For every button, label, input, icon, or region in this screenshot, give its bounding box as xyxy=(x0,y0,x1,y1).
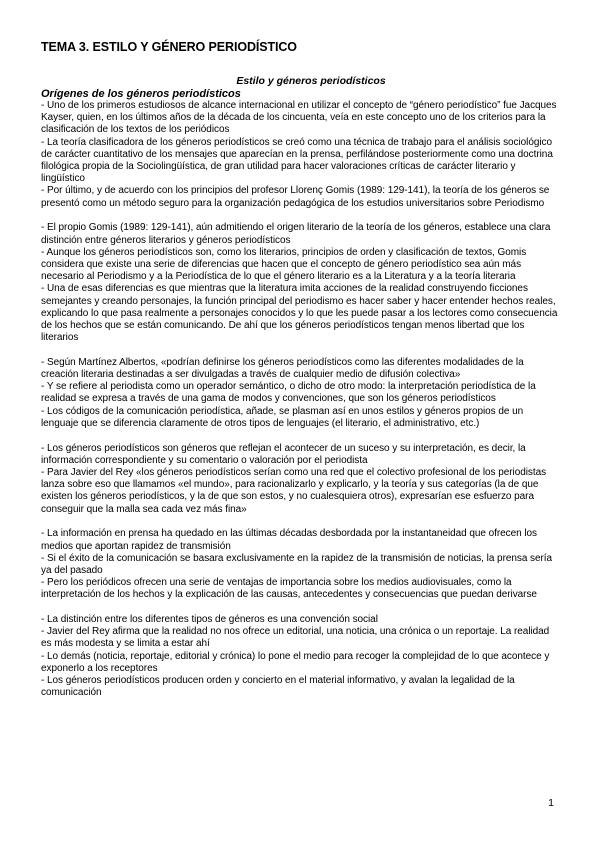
bullet-paragraph: - Uno de los primeros estudiosos de alcance internacional en utilizar el concepto de “género periodístico” fue Jacques Kayser, quien, en los últimos años de la década de los cincuenta, veía en este concepto uno de los criterios para la clasificación de los textos de los periódicos xyxy=(41,100,557,136)
bullet-paragraph: - Y se refiere al periodista como un operador semántico, o dicho de otro modo: la interpretación periodística de la realidad se expresa a través de una gama de modos y convenciones, que son los géneros periodísticos xyxy=(41,381,536,405)
bullet-paragraph: - Si el éxito de la comunicación se basara exclusivamente en la rapidez de la transmisión de noticias, la prensa sería ya del pasado xyxy=(41,552,553,576)
bullet-paragraph: - La información en prensa ha quedado en las últimas décadas desbordada por la instantaneidad que ofrecen los medios que aportan rapidez de transmisión xyxy=(41,528,538,552)
paragraph-group xyxy=(41,222,561,344)
bullet-paragraph: - Según Martínez Albertos, «podrían definirse los géneros periodísticos como las diferentes modalidades de la creación literaria destinadas a ser divulgadas a través de cualquier medio de difusión colectiva» xyxy=(41,356,524,381)
paragraph-group xyxy=(41,443,561,516)
bullet-paragraph: - Aunque los géneros periodísticos son, como los literarios, principios de orden y clasificación de textos, Gomis considera que existe una serie de diferencias que hacen que el concepto de género periodístico sea aún más necesario al Periodismo y a la Periodística de lo que el género literario es a la Literatura y a la teoría literaria xyxy=(41,246,527,283)
bullet-paragraph: - Los códigos de la comunicación periodística, añade, se plasman así en unos estilos y géneros propios de un lenguaje que se diferencia claramente de otros tipos de lenguajes (el literario, el administrativo, etc.) xyxy=(41,405,524,429)
section-title: Estilo y géneros periodísticos xyxy=(236,75,386,87)
document-body xyxy=(41,75,561,712)
bullet-paragraph: - Lo demás (noticia, reportaje, editorial y crónica) lo pone el medio para recoger la complejidad de lo que acontece y exponerlo a los receptores xyxy=(41,650,550,674)
bullet-paragraph: - Para Javier del Rey «los géneros periodísticos serían como una red que el colectivo profesional de los periodistas lanza sobre eso que llamamos «el mundo», para racionalizarlo y explicarlo, y la teoría y sus categorías (la de que existen los géneros periodísticos, y la de que son estos, y no cualesquiera otros), expresarían ese esfuerzo para conseguir que la malla sea cada vez más fina» xyxy=(41,466,547,515)
bullet-paragraph: - Javier del Rey afirma que la realidad no nos ofrece un editorial, una noticia, una crónica o un reportaje. La realidad es más modesta y se limita a estar ahí xyxy=(41,626,550,650)
bullet-paragraph: - Pero los periódicos ofrecen una serie de ventajas de importancia sobre los medios audiovisuales, como la interpretación de los hechos y la explicación de las causas, antecedentes y consecuencias que puedan derivarse xyxy=(41,577,537,601)
bullet-paragraph: - Una de esas diferencias es que mientras que la literatura imita acciones de la realidad construyendo ficciones semejantes y creando personajes, la función principal del periodismo es hacer saber y hacer entender hechos reales, explicando lo que pasa realmente a personajes conocidos y lo que les puede pasar a los lectores como consecuencia de los hechos que se están comunicando. De ahí que los géneros periodísticos tengan menos libertad que los literarios xyxy=(41,283,558,344)
bullet-paragraph: - Los géneros periodísticos son géneros que reflejan el acontecer de un suceso y su interpretación, es decir, la información correspondiente y su comentario o valoración por el periodista xyxy=(41,442,526,466)
subsection-title: Orígenes de los géneros periodísticos xyxy=(41,87,241,100)
bullet-paragraph: - Por último, y de acuerdo con los principios del profesor Llorenç Gomis (1989: 129-141), la teoría de los géneros se presentó como un método seguro para la organización pedagógica de los estudios universitarios sobre Periodismo xyxy=(41,185,550,209)
paragraph-group xyxy=(41,357,561,430)
document-title: TEMA 3. ESTILO Y GÉNERO PERIODÍSTICO xyxy=(41,40,297,54)
bullet-paragraph: - La distinción entre los diferentes tipos de géneros es una convención social xyxy=(41,614,378,626)
bullet-paragraph: - La teoría clasificadora de los géneros periodísticos se creó como una técnica de trabajo para el análisis sociológico de carácter cuantitativo de los mensajes que aparecían en la prensa, perfilándose posteriormente como una doctrina filológica propia de la Sociolingüística, de gran utilidad para hacer valoraciones críticas de carácter literario y lingüístico xyxy=(41,136,553,185)
paragraph-group xyxy=(41,100,561,210)
bullet-paragraph: - El propio Gomis (1989: 129-141), aún admitiendo el origen literario de la teoría de los géneros, establece una clara distinción entre géneros literarios y géneros periodísticos xyxy=(41,222,551,246)
page-number: 1 xyxy=(548,797,554,809)
bullet-paragraph: - Los géneros periodísticos producen orden y concierto en el material informativo, y avalan la legalidad de la comunicación xyxy=(41,675,515,699)
paragraph-group xyxy=(41,528,561,601)
paragraph-group xyxy=(41,614,561,699)
